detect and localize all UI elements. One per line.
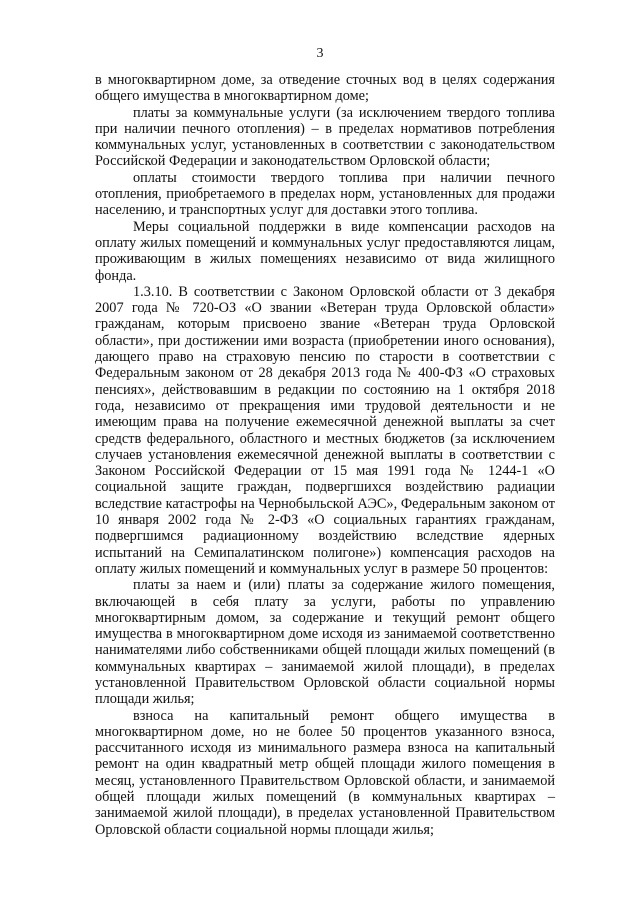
paragraph: платы за коммунальные услуги (за исключением твердого топлива при наличии печного отопления) – в пределах нормативов потребления коммунальных услуг, установленных в соответствии с законодательством Российской Федерации и законодательством Орловской области; <box>95 104 555 170</box>
paragraph: взноса на капитальный ремонт общего имущества в многоквартирном доме, но не более 50 процентов указанного взноса, рассчитанного исходя из минимального размера взноса на капитальный ремонт на один квадратный метр общей площади жилого помещения в месяц, установленного Правительством Орловской области, и занимаемой общей площади жилых помещений (в коммунальных квартирах – занимаемой жилой площади), в пределах установленной Правительством Орловской области социальной нормы площади жилья; <box>95 707 555 838</box>
paragraph: Меры социальной поддержки в виде компенсации расходов на оплату жилых помещений и коммунальных услуг предоставляются лицам, проживающим в жилых помещениях независимо от вида жилищного фонда. <box>95 218 555 284</box>
document-body <box>95 72 555 838</box>
paragraph: оплаты стоимости твердого топлива при наличии печного отопления, приобретаемого в пределах норм, установленных для продажи населению, и транспортных услуг для доставки этого топлива. <box>95 169 555 219</box>
paragraph: 1.3.10. В соответствии с Законом Орловской области от 3 декабря 2007 года № 720-ОЗ «О звании «Ветеран труда Орловской области» гражданам, которым присвоено звание «Ветеран труда Орловской области», при достижении ими возраста (приобретении иного основания), дающего право на страховую пенсию по старости в соответствии с Федеральным законом от 28 декабря 2013 года № 400-ФЗ «О страховых пенсиях», действовавшим в редакции по состоянию на 1 октября 2018 года, независимо от прекращения ими трудовой деятельности и не имеющим права на получение ежемесячной денежной выплаты за счет средств федерального, областного и местных бюджетов (за исключением случаев установления ежемесячной денежной выплаты в соответствии с Законом Российской Федерации от 15 мая 1991 года № 1244-1 «О социальной защите граждан, подвергшихся воздействию радиации вследствие катастрофы на Чернобыльской АЭС», Федеральным законом от 10 января 2002 года № 2-ФЗ «О социальных гарантиях гражданам, подвергшимся радиационному воздействию вследствие ядерных испытаний на Семипалатинском полигоне») компенсация расходов на оплату жилых помещений и коммунальных услуг в размере 50 процентов: <box>95 283 555 577</box>
paragraph: платы за наем и (или) платы за содержание жилого помещения, включающей в себя плату за услуги, работы по управлению многоквартирным домом, за содержание и текущий ремонт общего имущества в многоквартирном доме исходя из занимаемой соответственно нанимателями либо собственниками общей площади жилых помещений (в коммунальных квартирах – занимаемой жилой площади), в пределах установленной Правительством Орловской области социальной нормы площади жилья; <box>95 577 555 708</box>
page-number: 3 <box>316 46 324 61</box>
paragraph: в многоквартирном доме, за отведение сточных вод в целях содержания общего имущества в многоквартирном доме; <box>95 72 555 105</box>
